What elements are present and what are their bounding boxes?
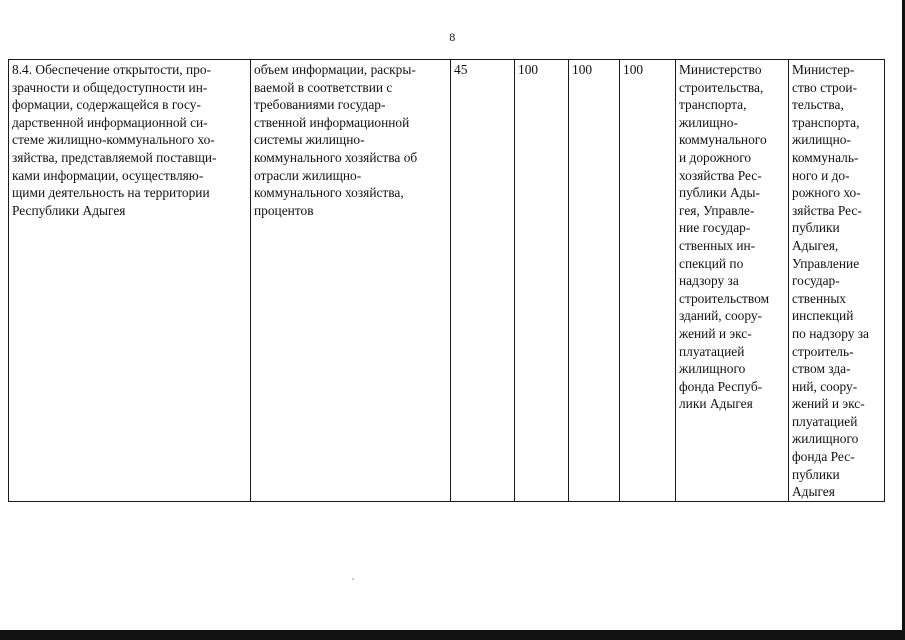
value-1: 45	[454, 62, 468, 77]
value-cell-2	[515, 60, 569, 502]
value-cell-4	[620, 60, 676, 502]
responsible-cell	[789, 60, 885, 502]
value-cell-1	[451, 60, 515, 502]
scan-edge-bottom	[0, 630, 905, 640]
indicator-text: объем информации, раскры- ваемой в соответствии с требованиями государ- ственной информационной системы жилищно- коммунального хозяйства об отрасли жилищно- коммунального хозяйства, процентов	[254, 62, 418, 218]
value-cell-3	[569, 60, 620, 502]
scan-speck	[352, 578, 354, 580]
value-2: 100	[518, 62, 539, 77]
indicator-cell	[251, 60, 451, 502]
executor-cell	[676, 60, 789, 502]
table-row	[9, 60, 885, 502]
item-cell	[9, 60, 251, 502]
responsible-text: Министер- ство строи- тельства, транспорта, жилищно- коммуналь- ного и до- рожного хо- зяйства Рес- публики Адыгея, Управление государ- ственных инспекций по надзору за строитель- ством зда- ний, соору- жений и экс- плуатацией жилищного фонда Рес- публики Адыгея	[792, 62, 869, 500]
value-4: 100	[623, 62, 644, 77]
measures-table	[8, 59, 885, 502]
item-text: 8.4. Обеспечение открытости, про- зрачности и общедоступности ин- формации, содержащейся в госу- дарственной информационной си- стеме жилищно-коммунального хо- зяйства, представляемой поставщи- ками информации, осуществляю- щими деятельность на территории Республики Адыгея	[12, 62, 217, 218]
value-3: 100	[572, 62, 593, 77]
page-number: 8	[449, 30, 456, 44]
executor-text: Министерство строительства, транспорта, жилищно- коммунального и дорожного хозяйства Рес- публики Ады- гея, Управле- ние государ- ственных ин- спекций по надзору за строительством зданий, соору- жений и экс- плуатацией жилищного фонда Респуб- лики Адыгея	[679, 62, 770, 412]
